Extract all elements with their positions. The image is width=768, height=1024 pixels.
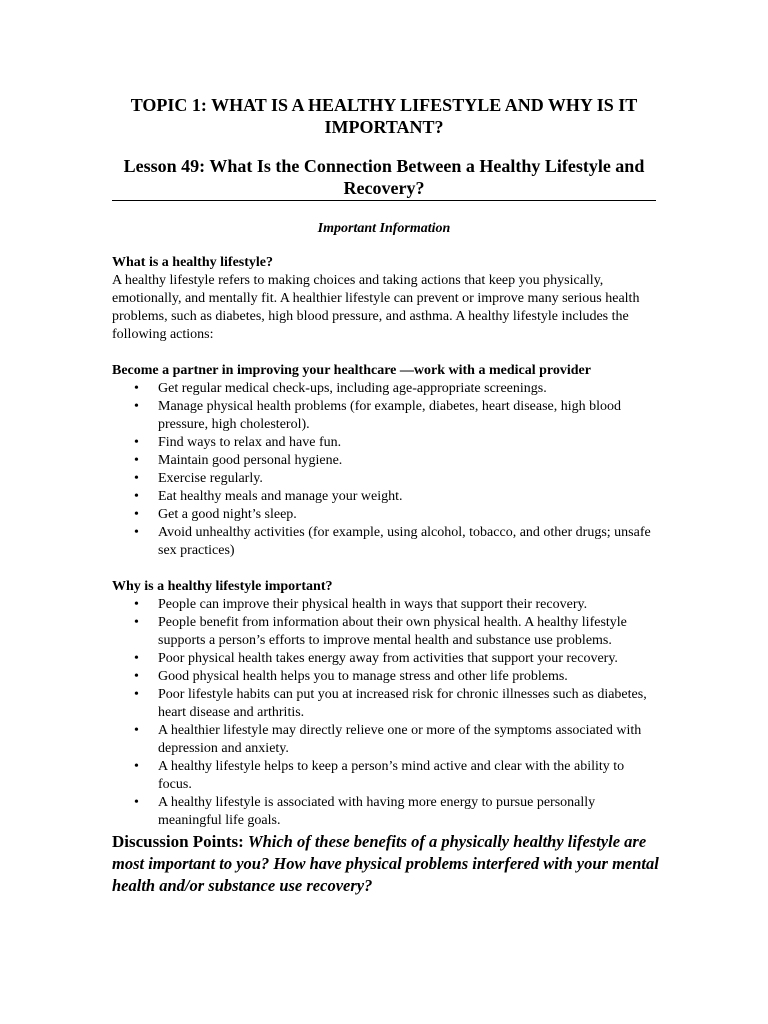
list-item: • Get a good night’s sleep. (134, 507, 297, 522)
bullet-icon: • (134, 507, 139, 522)
bullet-icon: • (134, 453, 139, 468)
discussion-question: Which of these benefits of a physically healthy lifestyle are most important to you? How have physical problems interfered with your mental health and/or substance use recovery? (112, 832, 659, 895)
bullet-icon: • (134, 669, 139, 684)
list-item: • A healthier lifestyle may directly relieve one or more of the symptoms associated with depression and anxiety. (134, 723, 642, 756)
list-item: • A healthy lifestyle helps to keep a person’s mind active and clear with the ability to focus. (134, 759, 625, 792)
discussion-points (112, 831, 660, 897)
bullet-icon: • (134, 381, 139, 396)
section-heading-partner: Become a partner in improving your healthcare —work with a medical provider (112, 363, 591, 378)
bullet-icon: • (134, 615, 139, 630)
important-information-heading: Important Information (317, 221, 451, 236)
bullet-icon: • (134, 795, 139, 810)
document-body (112, 254, 660, 897)
bullet-icon: • (134, 597, 139, 612)
bullet-icon: • (134, 489, 139, 504)
lesson-title: Lesson 49: What Is the Connection Between a Healthy Lifestyle and Recovery? (123, 156, 645, 198)
list-item: • People benefit from information about their own physical health. A healthy lifestyle supports a person’s efforts to improve mental health and substance use problems. (134, 615, 627, 648)
list-item: • Find ways to relax and have fun. (134, 435, 342, 450)
spacer (112, 560, 660, 578)
list-item: • Poor lifestyle habits can put you at increased risk for chronic illnesses such as diabetes, heart disease and arthritis. (134, 687, 647, 720)
bullet-icon: • (134, 435, 139, 450)
discussion-points-label: Discussion Points: (112, 832, 244, 851)
bullet-list-benefits (112, 596, 660, 830)
bullet-icon: • (134, 471, 139, 486)
bullet-icon: • (134, 525, 139, 540)
list-item: • People can improve their physical health in ways that support their recovery. (134, 597, 588, 612)
list-item: • Good physical health helps you to manage stress and other life problems. (134, 669, 568, 684)
section-heading-why-important: Why is a healthy lifestyle important? (112, 579, 333, 594)
section-paragraph-what-is: A healthy lifestyle refers to making choices and taking actions that keep you physically, emotionally, and mentally fit. A healthier lifestyle can prevent or improve many serious health problems, such as diabetes, high blood pressure, and asthma. A healthy lifestyle includes the following actions: (112, 273, 640, 342)
bullet-icon: • (134, 723, 139, 738)
list-item: • Manage physical health problems (for example, diabetes, heart disease, high blood pressure, high cholesterol). (134, 399, 622, 432)
spacer (112, 344, 660, 362)
list-item: • Maintain good personal hygiene. (134, 453, 343, 468)
bullet-list-actions (112, 380, 660, 560)
list-item: • Eat healthy meals and manage your weight. (134, 489, 403, 504)
list-item: • Avoid unhealthy activities (for example, using alcohol, tobacco, and other drugs; unsafe sex practices) (134, 525, 651, 558)
bullet-icon: • (134, 651, 139, 666)
list-item: • Exercise regularly. (134, 471, 263, 486)
bullet-icon: • (134, 687, 139, 702)
bullet-icon: • (134, 759, 139, 774)
horizontal-divider (112, 200, 656, 201)
bullet-icon: • (134, 399, 139, 414)
list-item: • Get regular medical check-ups, including age-appropriate screenings. (134, 381, 547, 396)
list-item: • A healthy lifestyle is associated with having more energy to pursue personally meaningful life goals. (134, 795, 596, 828)
section-heading-what-is: What is a healthy lifestyle? (112, 255, 273, 270)
topic-title: TOPIC 1: WHAT IS A HEALTHY LIFESTYLE AND WHY IS IT IMPORTANT? (130, 95, 638, 137)
list-item: • Poor physical health takes energy away from activities that support your recovery. (134, 651, 618, 666)
